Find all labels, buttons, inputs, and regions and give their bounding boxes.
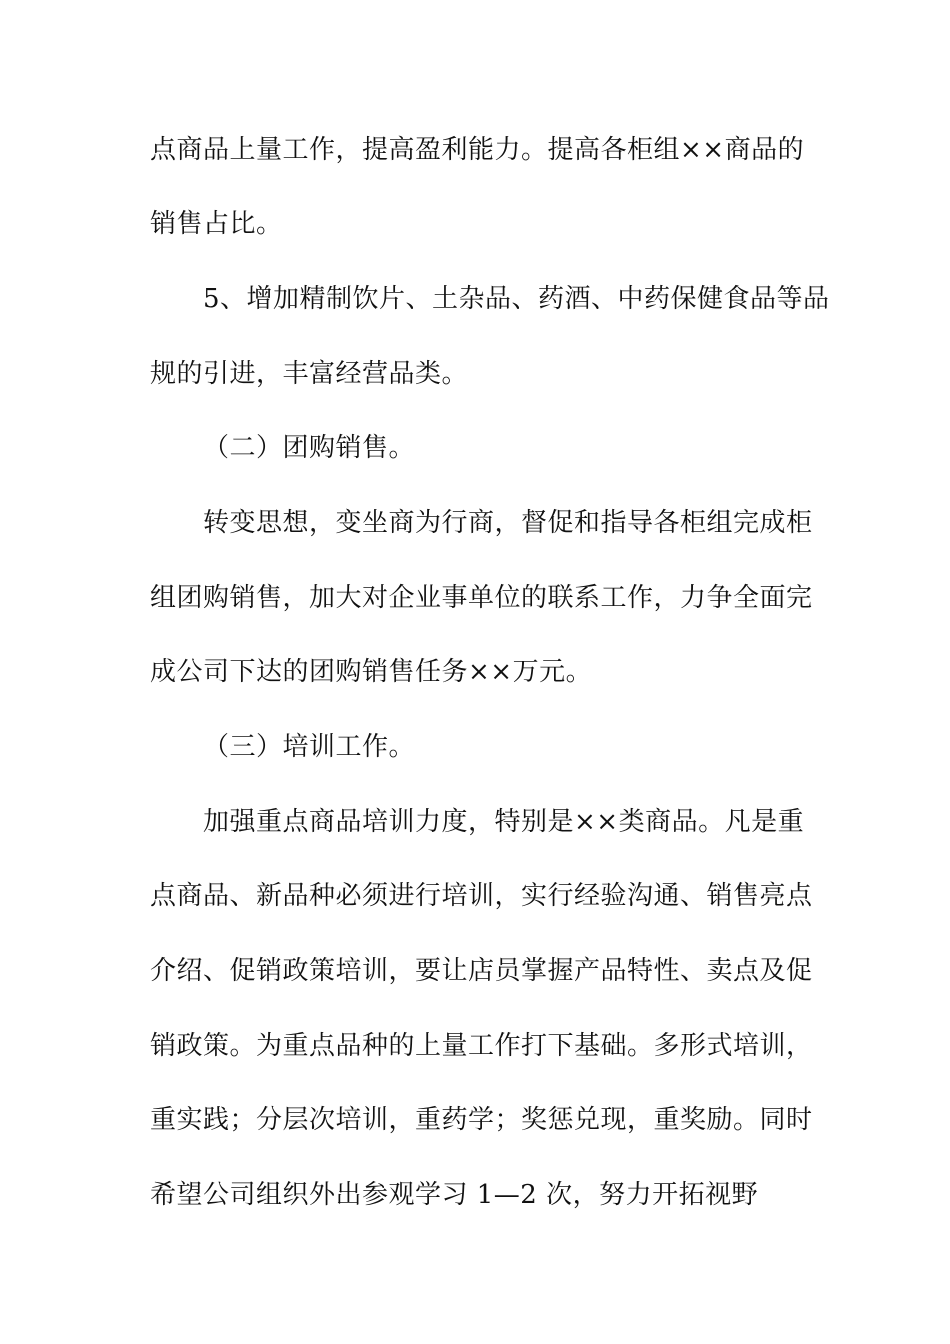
text-line: 点商品、新品种必须进行培训，实行经验沟通、销售亮点 <box>150 881 813 911</box>
text-line: 规的引进，丰富经营品类。 <box>150 359 469 389</box>
text-line: 重实践；分层次培训，重药学；奖惩兑现，重奖励。同时 <box>150 1105 813 1135</box>
text-line: 成公司下达的团购销售任务××万元。 <box>150 657 593 687</box>
paragraph-group-sales: 转变思想，变坐商为行商，督促和指导各柜组完成柜 <box>203 508 813 538</box>
section-heading-training: （三）培训工作。 <box>203 732 416 762</box>
text-line: 介绍、促销政策培训，要让店员掌握产品特性、卖点及促 <box>150 956 813 986</box>
text-line: 点商品上量工作，提高盈利能力。提高各柜组××商品的 <box>150 135 805 165</box>
text-line: 销售占比。 <box>150 209 283 239</box>
text-line: 组团购销售，加大对企业事单位的联系工作，力争全面完 <box>150 583 813 613</box>
list-item-5: 5、增加精制饮片、土杂品、药酒、中药保健食品等品 <box>203 284 830 314</box>
section-heading-group-sales: （二）团购销售。 <box>203 433 416 463</box>
text-line: 销政策。为重点品种的上量工作打下基础。多形式培训， <box>150 1031 813 1061</box>
paragraph-training: 加强重点商品培训力度，特别是××类商品。凡是重 <box>203 807 805 837</box>
text-line: 希望公司组织外出参观学习 1—2 次，努力开拓视野 <box>150 1180 759 1210</box>
